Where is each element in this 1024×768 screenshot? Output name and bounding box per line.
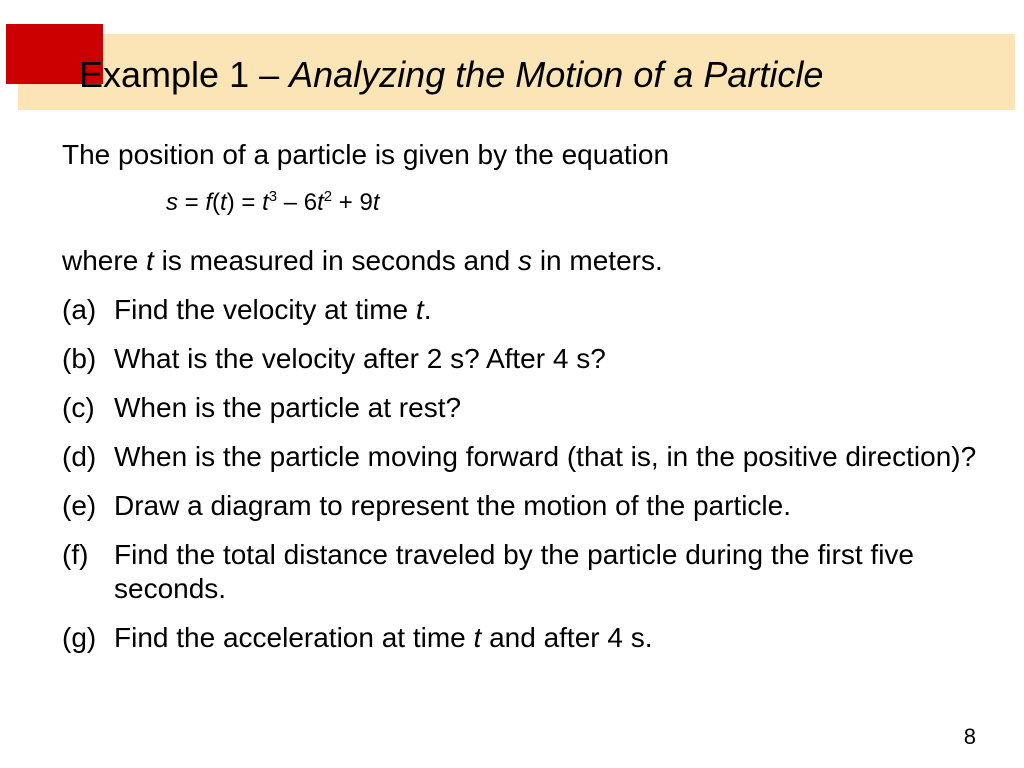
question-label: (e) [62, 490, 97, 521]
where-t: t [146, 245, 154, 276]
eq-t-1: t [220, 189, 227, 216]
units-note [62, 244, 982, 278]
question-label: (f) [62, 539, 89, 570]
eq-minus-term: – 6 [277, 189, 318, 216]
question-text: When is the particle moving forward (that is, in the positive direction)? [114, 441, 977, 472]
question-label: (c) [62, 392, 95, 423]
question-item-g [62, 621, 982, 655]
question-text: When is the particle at rest? [114, 392, 462, 423]
where-post: in meters. [532, 245, 663, 276]
where-pre: where [62, 245, 147, 276]
question-label: (b) [62, 343, 97, 374]
eq-equals-1: = [178, 189, 206, 216]
eq-f: f [205, 189, 213, 216]
page-number: 8 [963, 724, 976, 749]
title-plain: Example 1 – [79, 54, 290, 95]
question-item-f [62, 538, 982, 606]
question-text: Find the velocity at time t. [114, 294, 432, 325]
eq-s: s [166, 189, 178, 216]
position-equation [166, 188, 982, 218]
question-label: (a) [62, 294, 97, 325]
where-mid: is measured in seconds and [153, 245, 519, 276]
question-item-b [62, 342, 982, 376]
eq-t-3: t [317, 189, 324, 216]
question-text: What is the velocity after 2 s? After 4 s? [114, 343, 606, 374]
question-label: (g) [62, 622, 97, 653]
question-item-e [62, 489, 982, 523]
question-text: Find the acceleration at time t and after 4 s. [114, 622, 653, 653]
where-s: s [518, 245, 533, 276]
question-item-c [62, 391, 982, 425]
eq-exponent-2: 2 [323, 188, 333, 205]
question-list [62, 293, 982, 655]
question-text: Draw a diagram to represent the motion of the particle. [114, 490, 792, 521]
slide-body [62, 138, 982, 655]
eq-open-paren: ( [212, 189, 221, 216]
eq-equals-2: = [234, 189, 263, 216]
question-item-d [62, 440, 982, 474]
question-label: (d) [62, 441, 97, 472]
eq-exponent-3: 3 [268, 188, 278, 205]
slide-title [79, 54, 823, 96]
eq-plus-term: + 9 [332, 189, 373, 216]
question-item-a [62, 293, 982, 327]
eq-t-4: t [372, 189, 380, 216]
question-text: Find the total distance traveled by the particle during the first five seconds. [114, 539, 914, 604]
eq-t-2: t [262, 189, 269, 216]
intro-text: The position of a particle is given by the equation [62, 139, 670, 170]
eq-close-paren: ) [226, 189, 235, 216]
title-italic: Analyzing the Motion of a Particle [289, 54, 824, 95]
